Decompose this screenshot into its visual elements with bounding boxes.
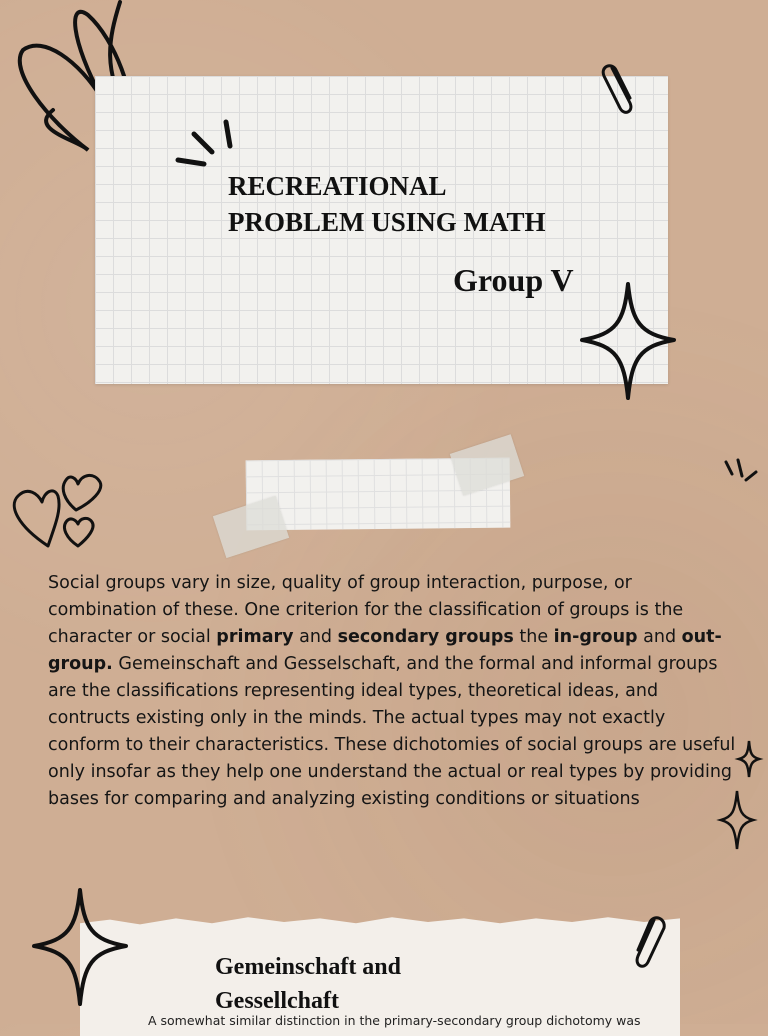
body-text-segment: and	[293, 627, 338, 647]
body-paragraph	[48, 570, 738, 813]
tape-strip	[213, 496, 289, 558]
body-text-segment: Gemeinschaft and Gesselschaft, and the formal and informal groups are the classifications representing ideal types, theoretical ideas, and contructs existing only in the minds. The actual types may not exactly conform to their characteristics. These dichotomies of social groups are useful only insofar as they help one understand the actual or real types by providing bases for comparing and analyzing existing conditions or situations	[48, 654, 736, 809]
paperclip-icon	[600, 58, 640, 118]
body-text-segment: the	[513, 627, 554, 647]
accent-lines-icon	[724, 458, 758, 484]
sparkle-star-icon	[32, 888, 128, 1006]
group-label: Group V	[453, 262, 574, 298]
title-line-2: PROBLEM USING MATH	[228, 207, 546, 237]
term-secondary-groups: secondary groups	[337, 627, 514, 647]
tape-strip	[450, 434, 524, 496]
section-title	[215, 950, 401, 1018]
term-out-group: out-group.	[48, 627, 722, 674]
section-text: A somewhat similar distinction in the primary-secondary group dichotomy was	[148, 1013, 641, 1028]
small-sparkle-icon	[720, 790, 754, 850]
body-text-segment: Social groups vary in size, quality of group interaction, purpose, or combination of these. One criterion for the classification of groups is the character or social	[48, 573, 684, 647]
term-primary: primary	[216, 627, 294, 647]
page-title	[228, 168, 546, 240]
paperclip-icon	[626, 912, 666, 972]
hearts-icon	[8, 466, 108, 552]
small-sparkle-icon	[738, 740, 760, 778]
term-in-group: in-group	[553, 627, 638, 647]
section-title-line-2: Gessellchaft	[215, 988, 339, 1014]
section-title-line-1: Gemeinschaft and	[215, 954, 401, 980]
accent-lines-icon	[172, 118, 236, 170]
title-line-1: RECREATIONAL	[228, 171, 447, 201]
body-text-segment: and	[637, 627, 682, 647]
sparkle-star-icon	[580, 282, 676, 400]
